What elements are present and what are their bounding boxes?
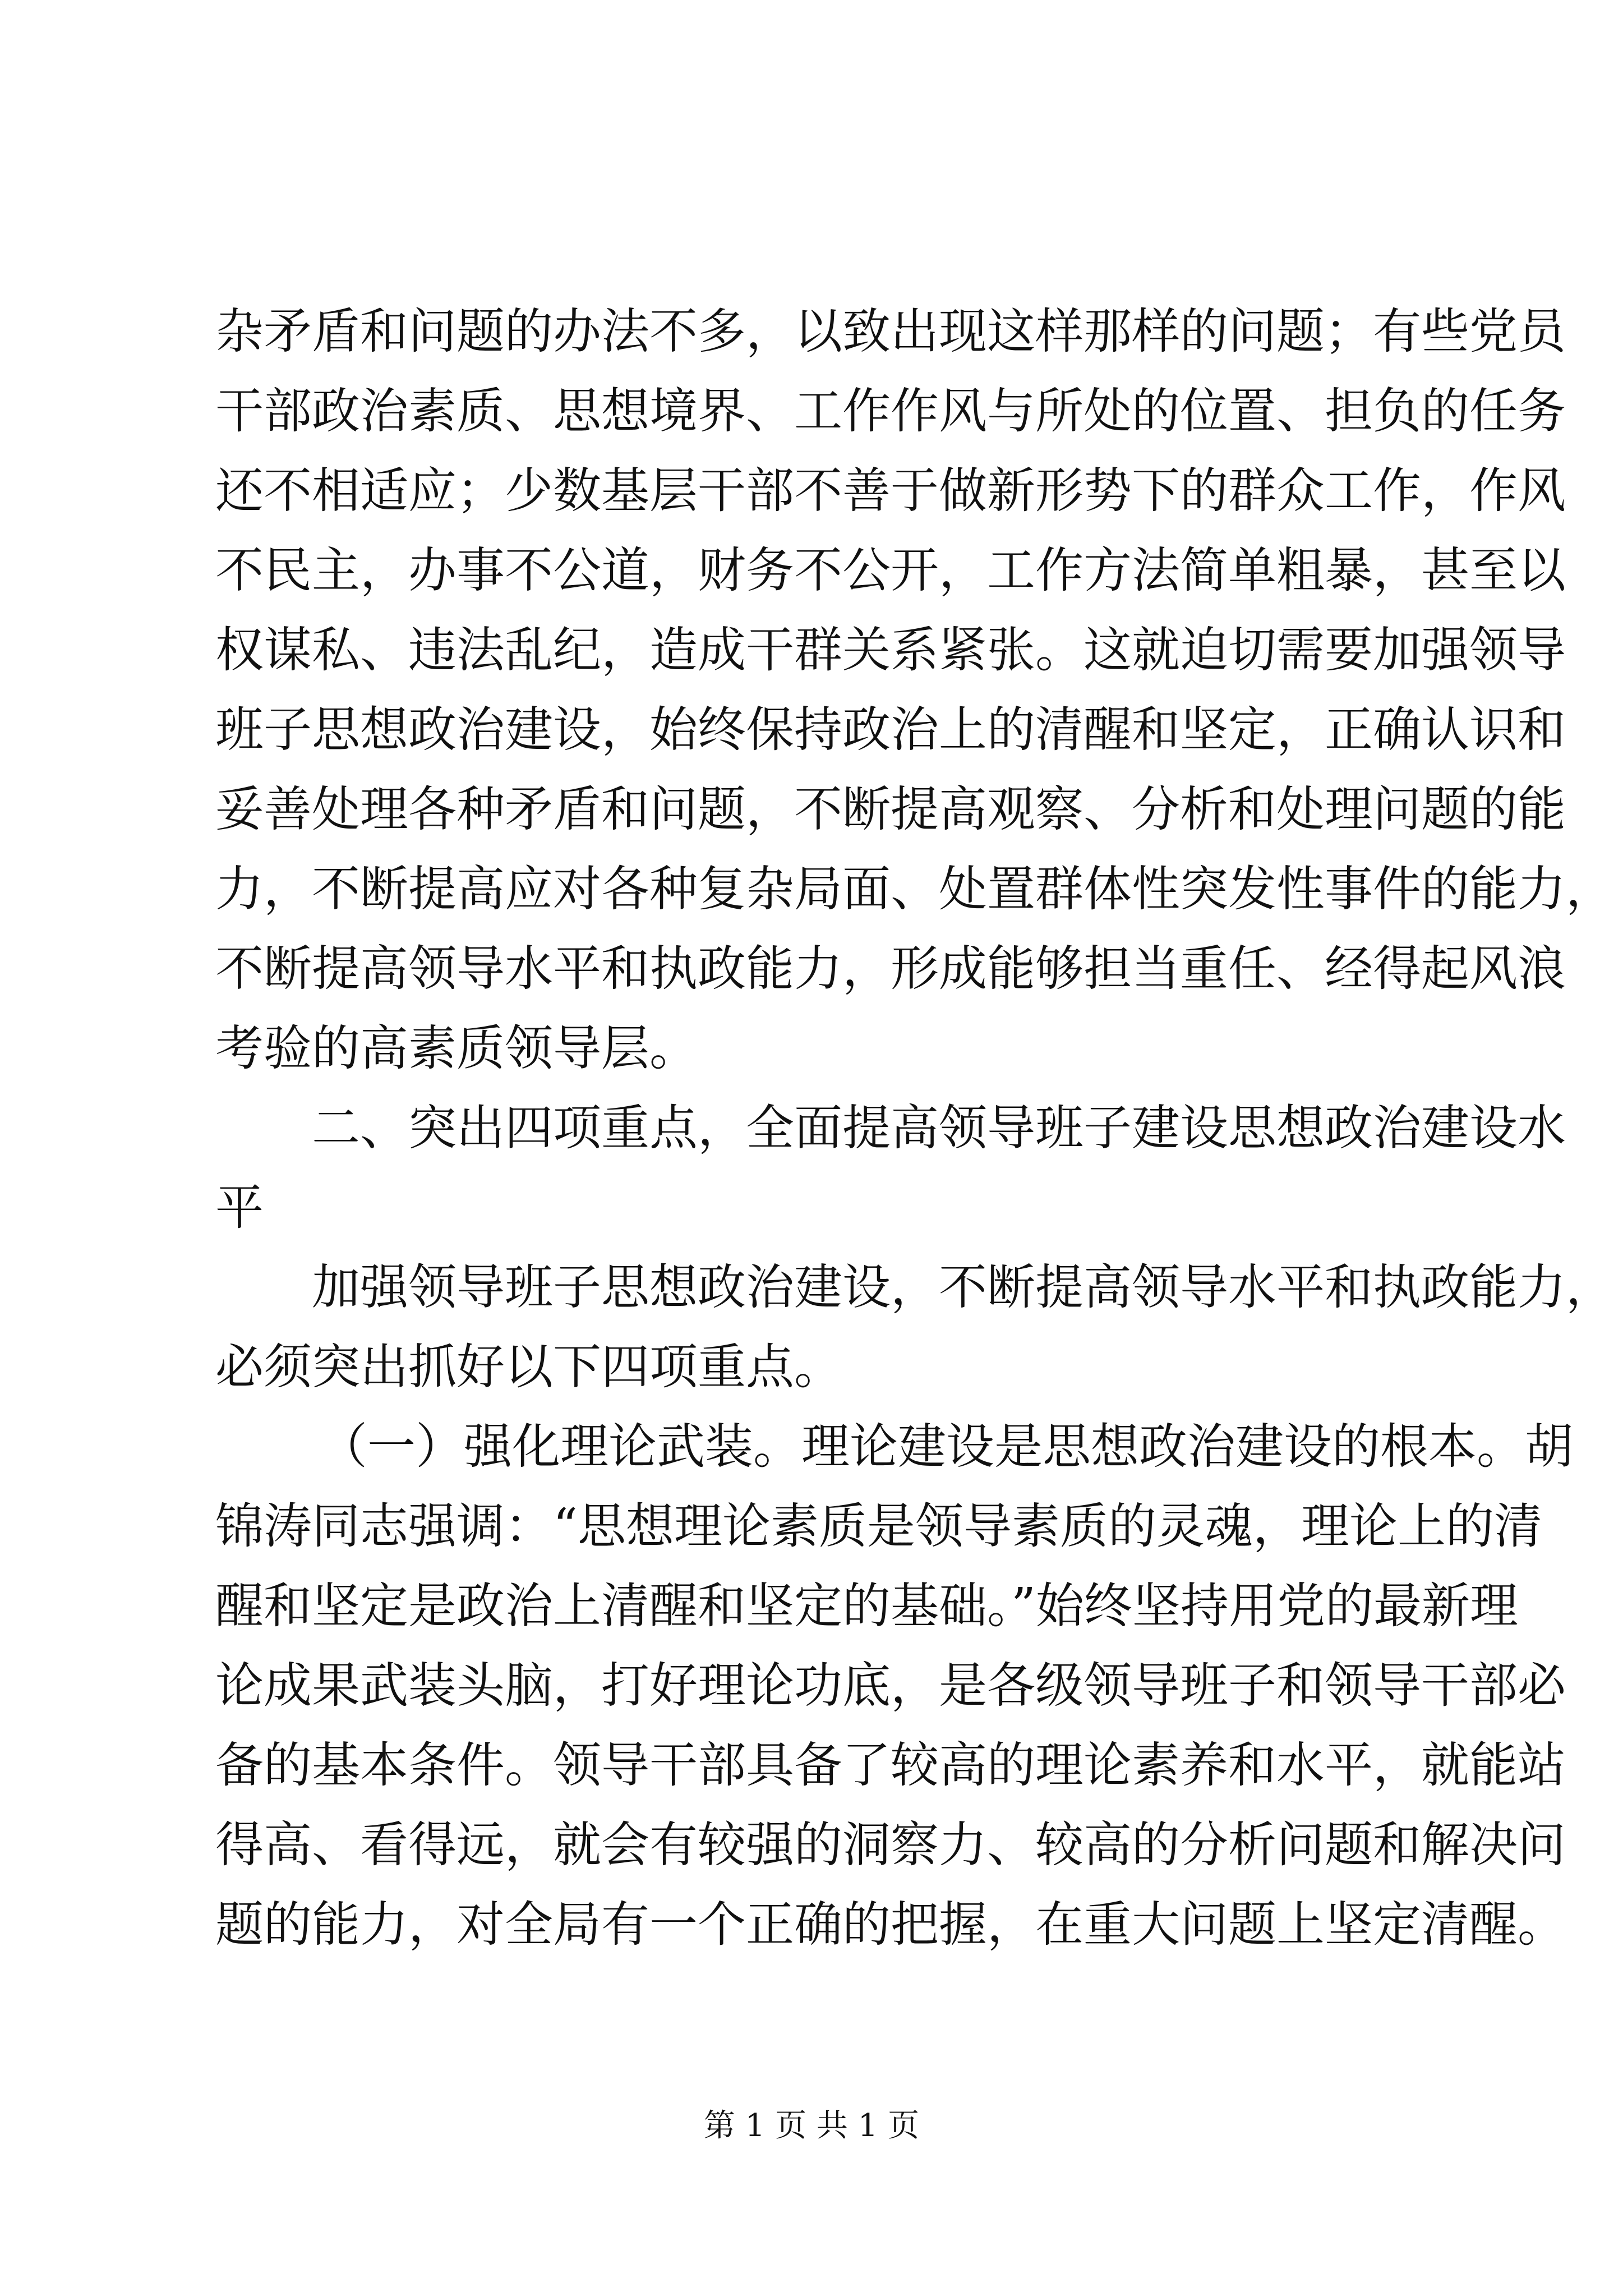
text-line: 题的能力，对全局有一个正确的把握，在重大问题上坚定清醒。 <box>215 1897 1566 1953</box>
text-line: 杂矛盾和问题的办法不多，以致出现这样那样的问题；有些党员 <box>215 303 1566 360</box>
paragraph-1 <box>215 292 1614 1088</box>
heading-line: 平 <box>215 1180 264 1236</box>
page-footer <box>0 2106 1623 2146</box>
paragraph-2 <box>215 1248 1614 1407</box>
section-heading-2 <box>215 1088 1566 1248</box>
text-line: 必须突出抓好以下四项重点。 <box>215 1339 842 1395</box>
text-line: （一）强化理论武装。理论建设是思想政治建设的根本。胡 <box>319 1419 1573 1475</box>
paragraph-3 <box>215 1407 1573 1964</box>
text-line: 备的基本条件。领导干部具备了较高的理论素养和水平，就能站 <box>215 1737 1566 1793</box>
text-line: 加强领导班子思想政治建设，不断提高领导水平和执政能力， <box>312 1259 1614 1315</box>
text-line: 不断提高领导水平和执政能力，形成能够担当重任、经得起风浪 <box>215 941 1566 997</box>
text-line: 还不相适应；少数基层干部不善于做新形势下的群众工作，作风 <box>215 463 1566 519</box>
text-line: 班子思想政治建设，始终保持政治上的清醒和坚定，正确认识和 <box>215 702 1566 758</box>
body-text <box>215 292 1614 1964</box>
text-line: 得高、看得远，就会有较强的洞察力、较高的分析问题和解决问 <box>215 1817 1566 1873</box>
text-line: 不民主，办事不公道，财务不公开，工作方法简单粗暴，甚至以 <box>215 542 1566 599</box>
heading-line: 二、突出四项重点，全面提高领导班子建设思想政治建设水 <box>312 1100 1566 1156</box>
text-line: 醒和坚定是政治上清醒和坚定的基础。”始终坚持用党的最新理 <box>215 1578 1518 1634</box>
text-line: 妥善处理各种矛盾和问题，不断提高观察、分析和处理问题的能 <box>215 781 1566 838</box>
text-line: 论成果武装头脑，打好理论功底，是各级领导班子和领导干部必 <box>215 1658 1566 1714</box>
text-line: 权谋私、违法乱纪，造成干群关系紧张。这就迫切需要加强领导 <box>215 622 1566 678</box>
text-line: 干部政治素质、思想境界、工作作风与所处的位置、担负的任务 <box>215 383 1566 439</box>
text-line: 力，不断提高应对各种复杂局面、处置群体性突发性事件的能力， <box>215 861 1614 917</box>
text-line: 锦涛同志强调：“思想理论素质是领导素质的灵魂，理论上的清 <box>215 1498 1542 1554</box>
page-number-label: 第 1 页 共 1 页 <box>703 2108 920 2144</box>
text-line: 考验的高素质领导层。 <box>215 1020 698 1076</box>
